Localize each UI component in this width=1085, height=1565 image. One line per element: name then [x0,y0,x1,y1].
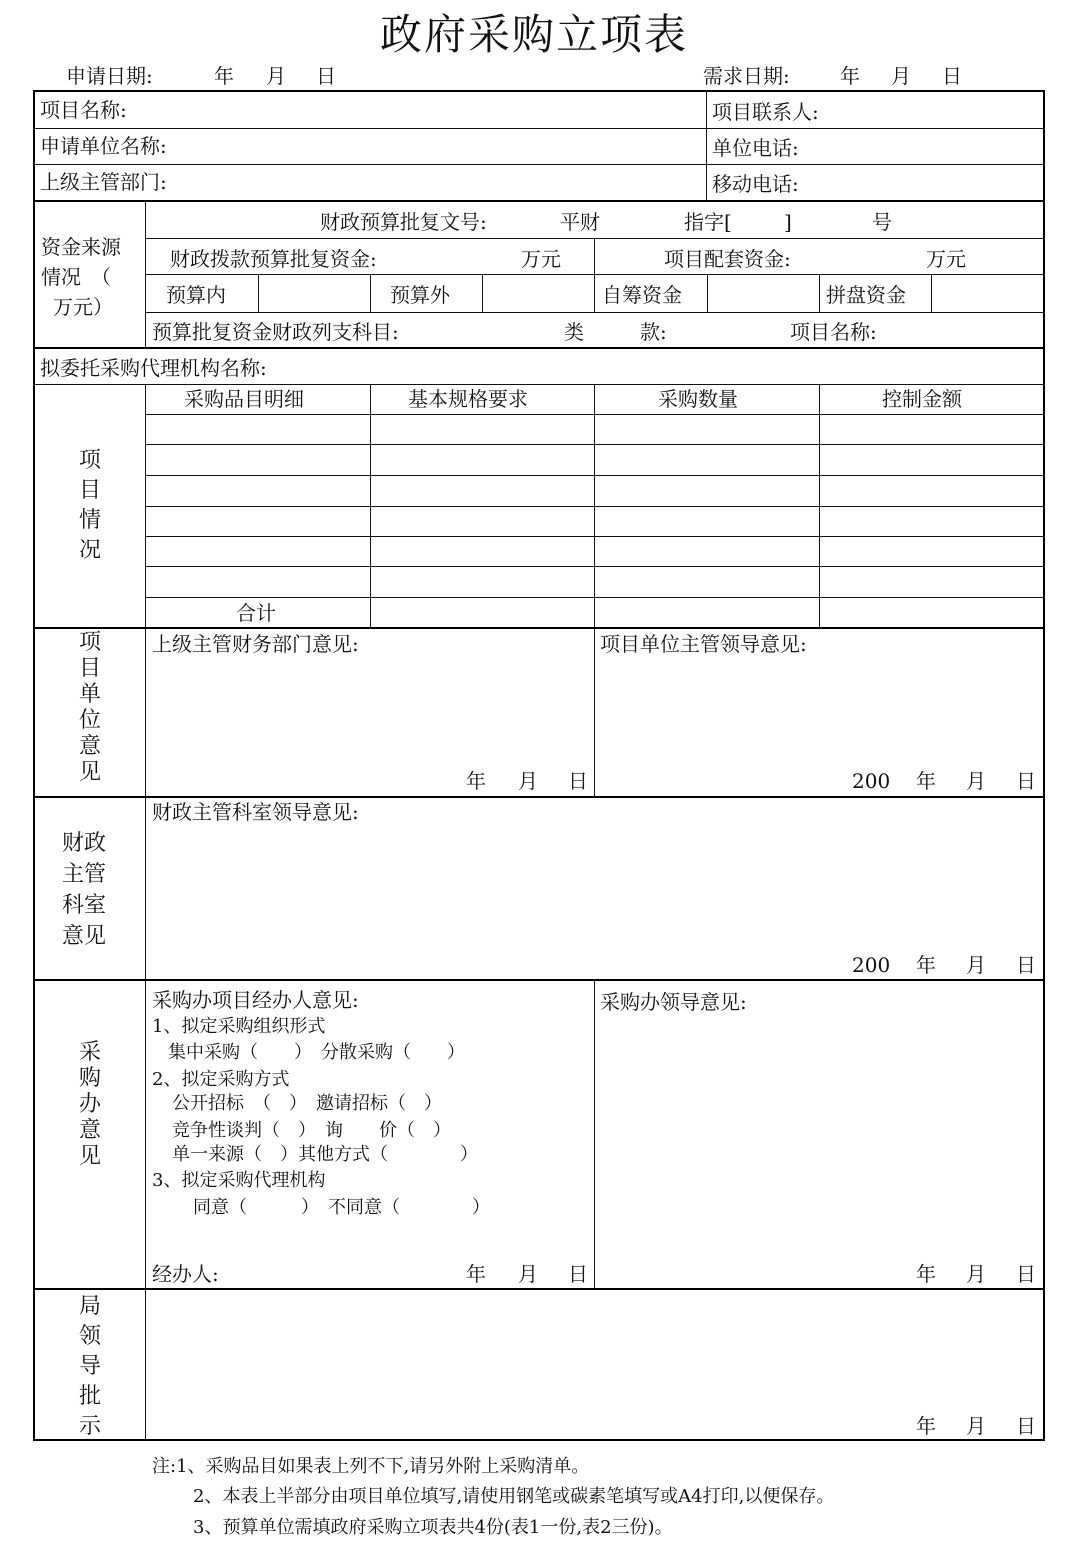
date-day: 日 [1016,953,1036,977]
note-line: 2、本表上半部分由项目单位填写,请使用钢笔或碳素笔填写或A4打印,以便保存。 [193,1486,835,1507]
project-situation-label: 项 目 情 况 [78,448,101,563]
need-date-day: 日 [942,64,962,88]
matching-unit: 万元 [926,247,966,271]
project-contact-label: 项目联系人: [712,100,819,124]
self-raised-label: 自筹资金 [602,283,682,307]
funding-label-line: 资金来源 [41,235,121,259]
item1-options: 集中采购（ ） 分散采购（ ） [168,1042,465,1063]
date-day: 日 [568,1262,588,1286]
superior-dept-label: 上级主管部门: [40,170,167,194]
date-year-prefix: 200 [852,769,891,793]
funding-source-label [35,232,145,322]
funding-label-line: 万元） [53,295,113,319]
subject-label: 预算批复资金财政列支科目: [152,320,399,344]
date-year-prefix: 200 [852,953,891,977]
finance-label-line: 财政 [62,831,107,856]
unit-leader-opinion: 项目单位主管领导意见: [600,632,807,656]
handler-opinion-heading: 采购办项目经办人意见: [152,988,359,1012]
item2-options-row: 单一来源（ ）其他方式（ ） [172,1144,478,1165]
agency-label: 拟委托采购代理机构名称: [40,356,267,380]
date-month: 月 [966,769,986,793]
project-name-label: 项目名称: [40,98,127,122]
doc-no-hao: 号 [872,210,892,234]
mobile-phone-label: 移动电话: [712,172,799,196]
apply-date-day: 日 [316,64,336,88]
column-header: 采购品目明细 [184,387,304,411]
date-year: 年 [916,769,936,793]
subject-item-label: 项目名称: [790,320,877,344]
note-line: 3、预算单位需填政府采购立项表共4份(表1一份,表2三份)。 [193,1517,673,1538]
subject-kuan: 款: [640,320,667,344]
procurement-office-label: 采 购 办 意 见 [78,1040,101,1169]
page-title: 政府采购立项表 [380,10,689,59]
date-day: 日 [1016,1414,1036,1438]
note-line: 注:1、采购品目如果表上列不下,请另外附上采购清单。 [152,1456,590,1477]
date-year: 年 [916,953,936,977]
doc-no-zi: 指字[ [684,210,732,234]
date-year: 年 [466,1262,486,1286]
date-year: 年 [916,1414,936,1438]
date-month: 月 [966,1414,986,1438]
column-header: 控制金额 [882,387,962,411]
doc-no-label: 财政预算批复文号: [320,210,487,234]
finance-label-line: 科室 [62,893,107,918]
doc-no-prefix: 平财 [560,210,600,234]
handler-sign-label: 经办人: [152,1262,219,1286]
funding-label-line: 情况 （ [41,265,111,289]
date-month: 月 [966,953,986,977]
office-leader-heading: 采购办领导意见: [600,990,747,1014]
date-month: 月 [518,769,538,793]
bureau-instruction-label: 局 领 导 批 示 [78,1294,101,1439]
date-month: 月 [518,1262,538,1286]
apply-date-month: 月 [266,64,286,88]
need-date-label: 需求日期: [703,64,790,88]
subject-lei: 类 [564,320,584,344]
unit-phone-label: 单位电话: [712,136,799,160]
date-year: 年 [466,769,486,793]
pooled-label: 拼盘资金 [826,283,906,307]
out-budget-label: 预算外 [390,283,450,307]
total-label: 合计 [236,601,276,625]
date-day: 日 [1016,769,1036,793]
item3-options: 同意（ ） 不同意（ ） [193,1197,490,1218]
finance-label-line: 主管 [62,862,107,887]
item2-options-row: 竞争性谈判（ ） 询 价（ ） [172,1120,451,1141]
need-date-month: 月 [891,64,911,88]
matching-label: 项目配套资金: [664,247,791,271]
apply-date-year: 年 [214,64,234,88]
finance-opinion-heading: 财政主管科室领导意见: [152,800,359,824]
allocation-unit: 万元 [521,247,561,271]
item1-label: 1、拟定采购组织形式 [152,1016,326,1037]
finance-opinion-label [62,828,106,952]
date-month: 月 [966,1262,986,1286]
superior-finance-opinion: 上级主管财务部门意见: [152,632,359,656]
apply-date-label: 申请日期: [66,64,153,88]
allocation-label: 财政拨款预算批复资金: [170,247,377,271]
date-day: 日 [568,769,588,793]
in-budget-label: 预算内 [166,283,226,307]
date-day: 日 [1016,1262,1036,1286]
column-header: 基本规格要求 [408,387,528,411]
unit-opinion-label: 项 目 单 位 意 见 [78,630,101,785]
finance-label-line: 意见 [62,924,107,949]
doc-no-bracket-close: ] [784,210,792,234]
date-year: 年 [916,1262,936,1286]
column-header: 采购数量 [658,387,738,411]
unit-name-label: 申请单位名称: [40,134,167,158]
item2-label: 2、拟定采购方式 [152,1069,290,1090]
item2-options-row: 公开招标 （ ） 邀请招标（ ） [172,1093,442,1114]
need-date-year: 年 [840,64,860,88]
item3-label: 3、拟定采购代理机构 [152,1170,326,1191]
